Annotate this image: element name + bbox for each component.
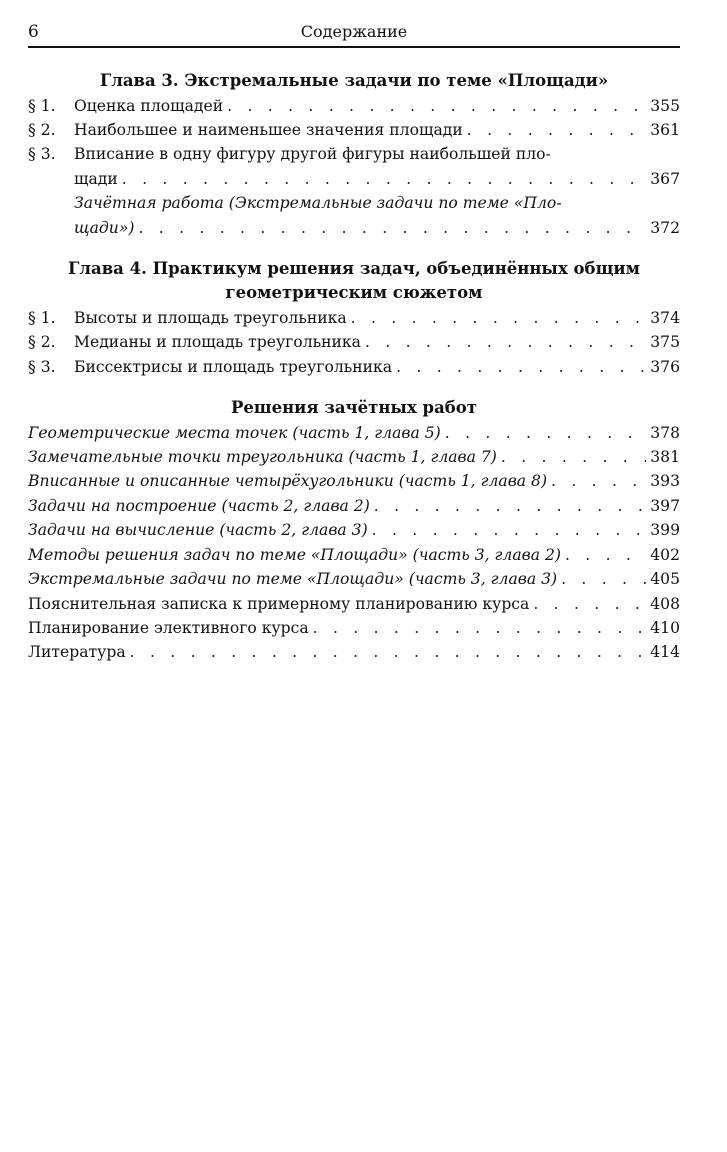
page-ref: 405 [650, 570, 680, 589]
chapter-4-title-line2: геометрическим сюжетом [225, 283, 483, 303]
dot-leader [374, 494, 646, 518]
dot-leader [227, 94, 646, 118]
page-ref: 397 [650, 496, 680, 515]
entry-text: Наибольшее и наименьшее значения площади [74, 120, 463, 139]
entry-text: Методы решения задач по теме «Площади» (часть 3, глава 2) [28, 545, 561, 564]
dot-leader [501, 445, 646, 469]
toc-page [28, 0, 680, 665]
section-number: § 2. [28, 333, 56, 352]
chapter-3-title: Глава 3. Экстремальные задачи по теме «Площади» [99, 71, 609, 90]
dot-leader [565, 543, 646, 567]
page-number: 6 [28, 22, 39, 42]
toc-entry[interactable] [28, 469, 680, 493]
solutions-title: Решения зачётных работ [230, 398, 478, 418]
dot-leader [130, 640, 647, 664]
dot-leader [365, 330, 646, 354]
entry-text: Задачи на вычисление (часть 2, глава 3) [28, 521, 368, 540]
entry-text: Задачи на построение (часть 2, глава 2) [28, 496, 370, 515]
dot-leader [122, 167, 646, 191]
page-ref: 367 [650, 169, 680, 188]
entry-text-line1: Вписание в одну фигуру другой фигуры наибольшей пло- [74, 145, 551, 164]
page-ref: 355 [650, 96, 680, 115]
entry-text-line2: щади») [74, 218, 135, 237]
entry-text-line2: щади [74, 169, 118, 188]
chapter-4-title-line1: Глава 4. Практикум решения задач, объединённых общим [67, 258, 640, 278]
toc-entry[interactable] [28, 640, 680, 664]
entry-text: Биссектрисы и площадь треугольника [74, 357, 393, 376]
dot-leader [138, 216, 646, 240]
entry-text: Оценка площадей [74, 96, 224, 115]
entry-text: Пояснительная записка к примерному планированию курса [28, 594, 530, 613]
toc-entry[interactable] [28, 543, 680, 567]
dot-leader [467, 118, 646, 142]
section-number: § 1. [28, 308, 56, 327]
page-ref: 375 [650, 333, 680, 352]
entry-text: Высоты и площадь треугольника [74, 308, 347, 327]
entry-text-line1: Зачётная работа (Экстремальные задачи по теме «Пло- [74, 194, 562, 213]
page-ref: 374 [650, 308, 680, 327]
section-number: § 3. [28, 145, 56, 164]
toc-entry[interactable] [28, 306, 680, 330]
dot-leader [351, 306, 647, 330]
entry-text: Вписанные и описанные четырёхугольники (часть 1, глава 8) [28, 472, 548, 491]
page-ref: 376 [650, 357, 680, 376]
page-ref: 381 [650, 448, 680, 467]
toc-entry-test[interactable] [28, 191, 680, 240]
toc-entry[interactable] [28, 118, 680, 142]
page-header [28, 0, 680, 46]
dot-leader [561, 567, 646, 591]
entry-text: Экстремальные задачи по теме «Площади» (часть 3, глава 3) [28, 570, 558, 589]
page-ref: 378 [650, 423, 680, 442]
toc-entry[interactable] [28, 518, 680, 542]
dot-leader [551, 469, 646, 493]
dot-leader [445, 421, 646, 445]
section-number: § 3. [28, 357, 56, 376]
dot-leader [396, 355, 646, 379]
toc-entry[interactable] [28, 616, 680, 640]
toc-entry[interactable] [28, 494, 680, 518]
page-ref: 402 [650, 545, 680, 564]
toc-entry[interactable] [28, 330, 680, 354]
toc-entry[interactable] [28, 567, 680, 591]
page-ref: 410 [650, 618, 680, 637]
dot-leader [533, 592, 646, 616]
dot-leader [372, 518, 647, 542]
page-ref: 393 [650, 472, 680, 491]
page-ref: 414 [650, 643, 680, 662]
entry-text: Медианы и площадь треугольника [74, 333, 361, 352]
entry-text: Планирование элективного курса [28, 618, 309, 637]
entry-text: Геометрические места точек (часть 1, глава 5) [28, 423, 441, 442]
page-ref: 361 [650, 120, 680, 139]
toc-entry[interactable] [28, 355, 680, 379]
toc-entry[interactable] [28, 94, 680, 118]
toc-entry[interactable] [28, 592, 680, 616]
section-number: § 1. [28, 96, 56, 115]
page-ref: 372 [650, 218, 680, 237]
running-title: Содержание [300, 22, 408, 41]
toc-entry[interactable] [28, 445, 680, 469]
toc-entry[interactable] [28, 421, 680, 445]
page-ref: 399 [650, 521, 680, 540]
header-rule [28, 46, 680, 48]
section-number: § 2. [28, 120, 56, 139]
dot-leader [313, 616, 647, 640]
toc-entry[interactable] [28, 142, 680, 191]
entry-text: Литература [28, 643, 126, 662]
page-ref: 408 [650, 594, 680, 613]
entry-text: Замечательные точки треугольника (часть 1, глава 7) [28, 448, 497, 467]
